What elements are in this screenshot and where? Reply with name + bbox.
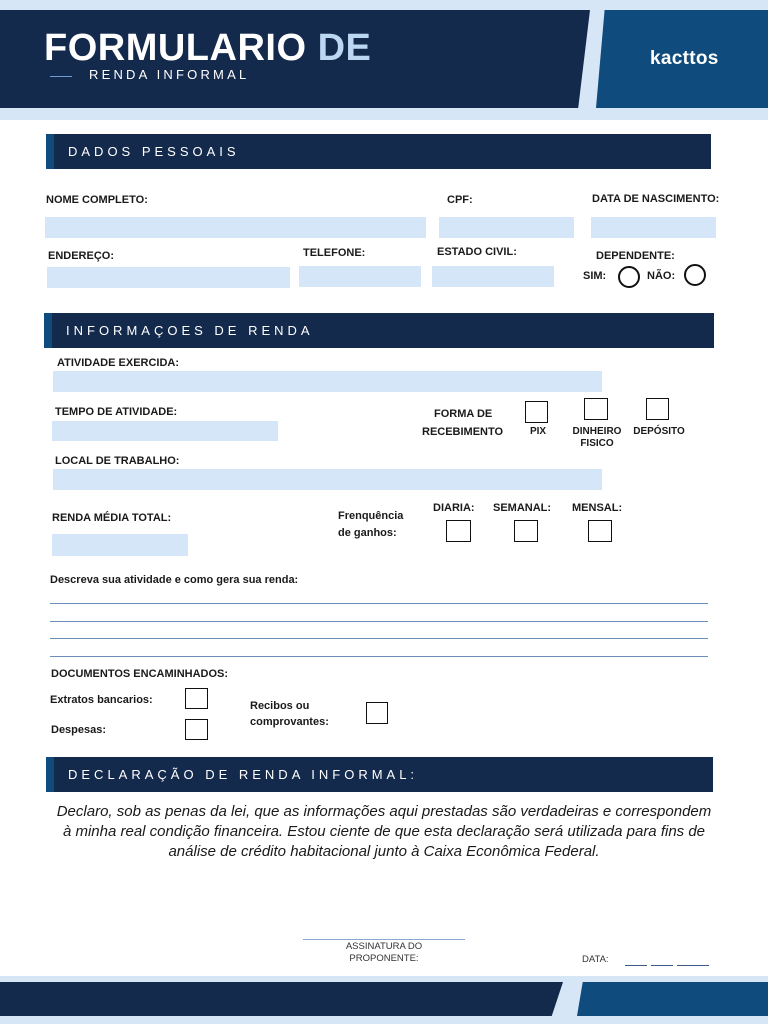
activity-time-label: TEMPO DE ATIVIDADE:: [55, 406, 178, 418]
title-main: FORMULARIO: [44, 27, 307, 69]
full-name-field[interactable]: [45, 217, 426, 238]
receipts-label-line2: comprovantes:: [250, 716, 329, 728]
payment-form-label-line2: RECEBIMENTO: [422, 426, 504, 438]
cash-label: [566, 426, 628, 450]
section-title: DECLARAÇÃO DE RENDA INFORMAL:: [68, 767, 419, 782]
footer-blue-panel: [577, 982, 768, 1016]
activity-label: ATIVIDADE EXERCIDA:: [57, 357, 180, 369]
expenses-label: Despesas:: [51, 724, 107, 736]
signature-line[interactable]: [303, 939, 465, 940]
dependent-no-radio[interactable]: [684, 264, 706, 286]
marital-status-field[interactable]: [432, 266, 554, 287]
workplace-field[interactable]: [53, 469, 602, 490]
form-title: [44, 26, 371, 70]
dependent-yes-radio[interactable]: [618, 266, 640, 288]
section-title: DADOS PESSOAIS: [68, 144, 240, 159]
daily-label: DIARIA:: [433, 502, 475, 514]
cash-checkbox[interactable]: [584, 398, 608, 420]
date-month-blank[interactable]: [651, 965, 673, 966]
activity-time-field[interactable]: [52, 421, 278, 441]
payment-form-label-line1: FORMA DE: [434, 408, 493, 420]
daily-checkbox[interactable]: [446, 520, 471, 542]
deposit-label: DEPÓSITO: [633, 426, 685, 437]
documents-label: DOCUMENTOS ENCAMINHADOS:: [51, 668, 229, 680]
describe-line[interactable]: [50, 656, 708, 657]
date-label: DATA:: [582, 954, 609, 965]
cash-label-line1: DINHEIRO: [572, 426, 622, 437]
address-field[interactable]: [47, 267, 290, 288]
signature-label: [303, 941, 465, 965]
monthly-label: MENSAL:: [572, 502, 623, 514]
full-name-label: NOME COMPLETO:: [46, 194, 148, 206]
section-title: INFORMAÇOES DE RENDA: [66, 323, 314, 338]
deposit-checkbox[interactable]: [646, 398, 669, 420]
receipts-checkbox[interactable]: [366, 702, 388, 724]
weekly-label: SEMANAL:: [493, 502, 552, 514]
activity-field[interactable]: [53, 371, 602, 392]
signature-label-line1: ASSINATURA DO: [345, 941, 423, 952]
form-subtitle: RENDA INFORMAL: [89, 67, 250, 82]
frequency-label-line1: Frenquência: [338, 510, 404, 522]
dependent-no-label: NÃO:: [647, 270, 676, 282]
monthly-checkbox[interactable]: [588, 520, 612, 542]
receipts-label-line1: Recibos ou: [250, 700, 310, 712]
marital-status-label: ESTADO CIVIL:: [437, 246, 517, 258]
dependent-label: DEPENDENTE:: [596, 250, 675, 262]
expenses-checkbox[interactable]: [185, 719, 208, 740]
date-day-blank[interactable]: [625, 965, 647, 966]
avg-income-label: RENDA MÉDIA TOTAL:: [52, 512, 172, 524]
pix-label: PIX: [529, 426, 547, 437]
phone-label: TELEFONE:: [303, 247, 366, 259]
section-income-info: [44, 313, 714, 348]
subtitle-accent-line: [50, 76, 72, 77]
dependent-yes-label: SIM:: [583, 270, 607, 282]
cpf-field[interactable]: [439, 217, 574, 238]
address-label: ENDEREÇO:: [48, 250, 115, 262]
declaration-text: Declaro, sob as penas da lei, que as informações aqui prestadas são verdadeiras e correspondem à minha real condição financeira. Estou ciente de que esta declaração será utilizada para fins de análise de crédito habitacional junto à Caixa Econômica Federal.: [56, 803, 712, 860]
describe-line[interactable]: [50, 603, 708, 604]
cash-label-line2: FISICO: [580, 438, 614, 449]
brand-logo: kacttos: [650, 48, 719, 69]
bank-statements-label: Extratos bancarios:: [50, 694, 153, 706]
describe-line[interactable]: [50, 621, 708, 622]
weekly-checkbox[interactable]: [514, 520, 538, 542]
describe-line[interactable]: [50, 638, 708, 639]
section-declaration: [46, 757, 713, 792]
phone-field[interactable]: [299, 266, 421, 287]
avg-income-field[interactable]: [52, 534, 188, 556]
signature-label-line2: PROPONENTE:: [349, 953, 419, 964]
cpf-label: CPF:: [447, 194, 473, 206]
frequency-label-line2: de ganhos:: [338, 527, 397, 539]
bank-statements-checkbox[interactable]: [185, 688, 208, 709]
pix-checkbox[interactable]: [525, 401, 548, 423]
birth-date-label: DATA DE NASCIMENTO:: [592, 193, 720, 205]
title-accent: DE: [317, 27, 372, 69]
workplace-label: LOCAL DE TRABALHO:: [55, 455, 180, 467]
date-year-blank[interactable]: [677, 965, 709, 966]
describe-activity-label: Descreva sua atividade e como gera sua renda:: [50, 574, 299, 586]
section-personal-data: [46, 134, 711, 169]
footer-dark-panel: [0, 982, 563, 1016]
birth-date-field[interactable]: [591, 217, 716, 238]
